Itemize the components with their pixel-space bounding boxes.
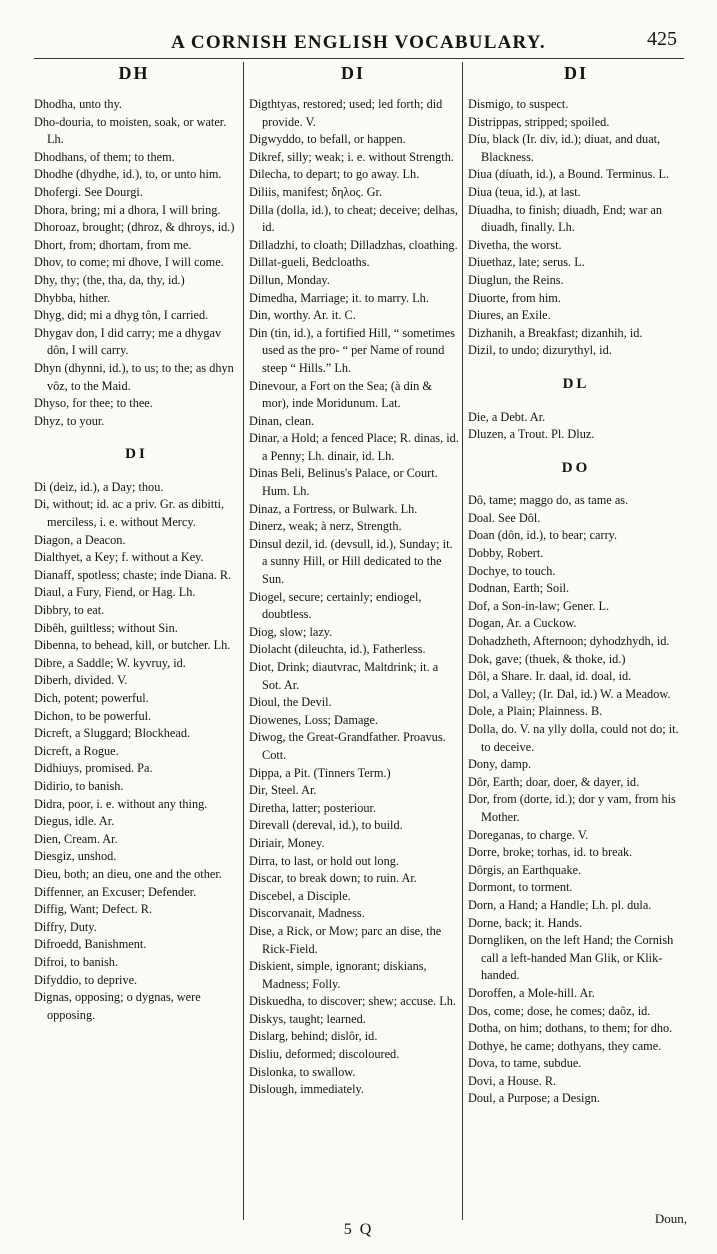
dictionary-entry: Dinan, clean. — [249, 413, 315, 428]
dictionary-entry: Diffig, Want; Defect. R. — [34, 902, 153, 917]
dictionary-entry: Dibre, a Saddle; W. kyvruy, id. — [34, 655, 186, 670]
dictionary-entry: Diot, Drink; diautvrac, Maltdrink; it. a Sot. Ar. — [249, 660, 439, 692]
section-heading-di: DI — [125, 446, 148, 463]
dictionary-entry: Dillat-gueli, Bedcloaths. — [249, 255, 370, 270]
dictionary-entry: Discar, to break down; to ruin. Ar. — [249, 871, 417, 886]
dictionary-entry: Dôr, Earth; doar, doer, & dayer, id. — [468, 774, 640, 789]
dictionary-entry: Distrippas, stripped; spoiled. — [468, 114, 610, 129]
dictionary-entry: Difroedd, Banishment. — [34, 937, 147, 952]
dictionary-entry: Diuorte, from him. — [468, 290, 561, 305]
dictionary-entry: Dos, come; dose, he comes; daôz, id. — [468, 1003, 651, 1018]
dictionary-entry: Dluzen, a Trout. Pl. Dluz. — [468, 427, 595, 442]
dictionary-entry: Dhodhans, of them; to them. — [34, 149, 175, 164]
catchword: Doun, — [654, 1211, 687, 1226]
dictionary-entry: Dôl, a Share. Ir. daal, id. doal, id. — [468, 669, 632, 684]
dictionary-entry: Diskys, taught; learned. — [249, 1011, 366, 1026]
entries-do — [468, 492, 684, 1108]
dictionary-entry: Diog, slow; lazy. — [249, 624, 333, 639]
page-footer — [0, 1211, 717, 1239]
dictionary-entry: Dilladzhi, to cloath; Dilladzhas, cloathing. — [249, 237, 458, 252]
dictionary-entry: Dismigo, to suspect. — [468, 97, 569, 111]
dictionary-entry: Diretha, latter; posteriour. — [249, 800, 377, 815]
dictionary-entry: Dizhanih, a Breakfast; dizanhih, id. — [468, 325, 643, 340]
dictionary-entry: Dinas Beli, Belinus's Palace, or Court. Hum. Lh. — [249, 466, 438, 499]
header-rule — [34, 58, 684, 59]
dictionary-entry: Doroffen, a Mole-hill. Ar. — [468, 985, 595, 1000]
dictionary-entry: Didra, poor, i. e. without any thing. — [34, 796, 208, 811]
dictionary-entry: Diaul, a Fury, Fiend, or Hag. Lh. — [34, 585, 196, 600]
dictionary-entry: Dobby, Robert. — [468, 546, 544, 561]
dictionary-entry: Dibbry, to eat. — [34, 603, 105, 618]
dictionary-entry: Dogan, Ar. a Cuckow. — [468, 616, 577, 631]
dictionary-entry: Die, a Debt. Ar. — [468, 409, 546, 424]
dictionary-entry: Dof, a Son-in-law; Gener. L. — [468, 598, 610, 613]
dictionary-entry: Diliis, manifest; δηλος. Gr. — [249, 184, 383, 199]
dictionary-entry: Dinevour, a Fort on the Sea; (à din & mor), inde Moridunum. Lat. — [249, 378, 432, 411]
dictionary-entry: Dinerz, weak; à nerz, Strength. — [249, 519, 402, 534]
column-head-2: DI — [340, 63, 365, 83]
dictionary-entry: Dhoroaz, brought; (dhroz, & dhroys, id.) — [34, 220, 235, 235]
entries-di-cont — [249, 96, 459, 1099]
dictionary-entry: Dhodhe (dhydhe, id.), to, or unto him. — [34, 167, 222, 182]
dictionary-entry: Doreganas, to charge. V. — [468, 827, 589, 842]
dictionary-entry: Dho-douria, to moisten, soak, or water. Lh. — [34, 114, 227, 147]
dictionary-entry: Diagon, a Deacon. — [34, 532, 126, 547]
column-head-3: DI — [563, 63, 588, 83]
dictionary-entry: Diffry, Duty. — [34, 919, 97, 934]
dictionary-entry: Dilla (dolla, id.), to cheat; deceive; delhas, id. — [249, 202, 458, 235]
dictionary-entry: Dibêh, guiltless; without Sin. — [34, 620, 178, 635]
dictionary-entry: Dillun, Monday. — [249, 272, 330, 287]
dictionary-entry: Dor, from (dorte, id.); dor y vam, from his Mother. — [468, 792, 676, 824]
dictionary-entry: Difyddio, to deprive. — [34, 972, 138, 987]
dictionary-entry: Dicreft, a Sluggard; Blockhead. — [34, 726, 191, 741]
dictionary-entry: Dôrgis, an Earthquake. — [468, 862, 582, 877]
dictionary-entry: Disliu, deformed; discoloured. — [249, 1047, 400, 1062]
dictionary-entry: Dinar, a Hold; a fenced Place; R. dinas, id. a Penny; Lh. dinair, id. Lh. — [249, 431, 459, 463]
dictionary-entry: Dirra, to last, or hold out long. — [249, 853, 399, 868]
dictionary-entry: Dien, Cream. Ar. — [34, 831, 118, 846]
dictionary-entry: Diua (díuath, id.), a Bound. Terminus. L. — [468, 167, 670, 182]
dictionary-entry: Dhybba, hither. — [34, 290, 111, 305]
dictionary-entry: Dizil, to undo; dizurythyl, id. — [468, 343, 612, 358]
dictionary-entry: Dinsul dezil, id. (devsull, id.), Sunday; it. a sunny Hill, or Hill dedicated to the Sun. — [249, 536, 453, 587]
dictionary-entry: Dir, Steel. Ar. — [249, 783, 317, 798]
dictionary-entry: Dimedha, Marriage; it. to marry. Lh. — [249, 290, 429, 305]
dictionary-entry: Dothye, he came; dothyans, they came. — [468, 1038, 662, 1053]
dictionary-entry: Di, without; id. ac a priv. Gr. as dibitti, merciless, i. e. without Mercy. — [34, 497, 225, 530]
entries-di-end — [468, 96, 684, 360]
column-divider-2 — [462, 62, 463, 1220]
dictionary-entry: Dorngliken, on the left Hand; the Cornish call a left-handed Man Glik, or Klik-handed. — [468, 933, 674, 983]
dictionary-entry: Dô, tame; maggo do, as tame as. — [468, 493, 629, 508]
dictionary-entry: Diwog, the Great-Grandfather. Proavus. Cott. — [249, 730, 446, 762]
dictionary-entry: Dhyg, did; mi a dhyg tôn, I carried. — [34, 308, 209, 323]
dictionary-entry: Dichon, to be powerful. — [34, 708, 152, 723]
dictionary-entry: Dovi, a House. R. — [468, 1073, 557, 1088]
dictionary-entry: Dodnan, Earth; Soil. — [468, 581, 570, 596]
dictionary-entry: Discorvanait, Madness. — [249, 906, 365, 921]
dictionary-entry: Diriair, Money. — [249, 835, 325, 850]
dictionary-entry: Dormont, to torment. — [468, 880, 573, 895]
entries-dl — [468, 409, 684, 444]
column-2 — [249, 96, 459, 1099]
dictionary-entry: Dova, to tame, subdue. — [468, 1056, 582, 1071]
dictionary-entry: Dorne, back; it. Hands. — [468, 915, 583, 930]
column-3 — [468, 96, 684, 1108]
dictionary-entry: Dianaff, spotless; chaste; inde Diana. R. — [34, 567, 232, 582]
signature-mark: 5 Q — [343, 1221, 374, 1238]
dictionary-entry: Diskuedha, to discover; shew; accuse. Lh. — [249, 994, 456, 1009]
dictionary-entry: Dorre, broke; torhas, id. to break. — [468, 845, 633, 860]
dictionary-entry: Díu, black (Ir. div, id.); diuat, and duat, Blackness. — [468, 132, 661, 164]
dictionary-entry: Digthtyas, restored; used; led forth; did provide. V. — [249, 97, 443, 129]
dictionary-entry: Didirio, to banish. — [34, 778, 124, 793]
dictionary-entry: Diffenner, an Excuser; Defender. — [34, 884, 197, 899]
dictionary-entry: Discebel, a Disciple. — [249, 888, 351, 903]
dictionary-entry: Diowenes, Loss; Damage. — [249, 712, 379, 727]
dictionary-entry: Dhy, thy; (the, tha, da, thy, id.) — [34, 272, 185, 287]
dictionary-entry: Dok, gave; (thuek, & thoke, id.) — [468, 651, 626, 666]
dictionary-entry: Dippa, a Pit. (Tinners Term.) — [249, 765, 391, 780]
dictionary-entry: Dorn, a Hand; a Handle; Lh. pl. dula. — [468, 897, 652, 912]
dictionary-entry: Diogel, secure; certainly; endiogel, doubtless. — [249, 589, 422, 622]
dictionary-entry: Diures, an Exile. — [468, 308, 551, 323]
dictionary-entry: Direvall (dereval, id.), to build. — [249, 818, 403, 833]
dictionary-entry: Diskient, simple, ignorant; diskians, Madness; Folly. — [249, 959, 427, 991]
dictionary-entry: Dhort, from; dhortam, from me. — [34, 237, 192, 252]
dictionary-entry: Dialthyet, a Key; f. without a Key. — [34, 550, 204, 565]
dictionary-entry: Dikref, silly; weak; i. e. without Strength. — [249, 149, 454, 164]
dictionary-entry: Díuadha, to finish; diuadh, End; war an diuadh, finally. Lh. — [468, 202, 662, 235]
dictionary-entry: Diegus, idle. Ar. — [34, 814, 115, 829]
dictionary-entry: Dhyz, to your. — [34, 413, 105, 428]
dictionary-entry: Dohadzheth, Afternoon; dyhodzhydh, id. — [468, 634, 670, 649]
dictionary-entry: Din (tin, id.), a fortified Hill, “ sometimes used as the pro- “ per Name of round steep “ Hills.” Lh. — [249, 325, 455, 375]
dictionary-entry: Diberh, divided. V. — [34, 673, 128, 688]
section-heading-dl: DL — [562, 375, 590, 392]
dictionary-entry: Doul, a Purpose; a Design. — [468, 1091, 600, 1106]
dictionary-entry: Dibenna, to behead, kill, or butcher. Lh. — [34, 638, 231, 653]
dictionary-entry: Dhov, to come; mi dhove, I will come. — [34, 255, 224, 270]
section-heading-do: DO — [561, 459, 591, 476]
dictionary-entry: Dislonka, to swallow. — [249, 1064, 356, 1079]
dictionary-entry: Dotha, on him; dothans, to them; for dho. — [468, 1021, 673, 1036]
page-header — [0, 28, 717, 54]
dictionary-entry: Diua (teua, id.), at last. — [468, 184, 581, 199]
dictionary-entry: Dol, a Valley; (Ir. Dal, id.) W. a Meadow. — [468, 686, 671, 701]
dictionary-entry: Dilecha, to depart; to go away. Lh. — [249, 167, 420, 182]
dictionary-entry: Digwyddo, to befall, or happen. — [249, 132, 406, 147]
dictionary-entry: Dhofergi. See Dourgi. — [34, 184, 143, 199]
dictionary-entry: Dhora, bring; mi a dhora, I will bring. — [34, 202, 221, 217]
dictionary-entry: Dony, damp. — [468, 757, 532, 772]
entries-dh — [34, 96, 239, 430]
column-head-1: DH — [118, 63, 150, 83]
dictionary-entry: Divetha, the worst. — [468, 237, 562, 252]
running-title: A CORNISH ENGLISH VOCABULARY. — [171, 32, 546, 53]
dictionary-entry: Dioul, the Devil. — [249, 695, 332, 710]
dictionary-entry: Dolla, do. V. na ylly dolla, could not do; it. to deceive. — [468, 722, 679, 754]
dictionary-entry: Dignas, opposing; o dygnas, were opposing. — [34, 990, 201, 1022]
dictionary-entry: Dich, potent; powerful. — [34, 691, 149, 705]
dictionary-entry: Dhodha, unto thy. — [34, 97, 123, 111]
dictionary-entry: Dislough, immediately. — [249, 1082, 364, 1097]
dictionary-entry: Doan (dôn, id.), to bear; carry. — [468, 528, 618, 543]
dictionary-entry: Diuethaz, late; serus. L. — [468, 255, 585, 270]
column-1 — [34, 96, 239, 1024]
dictionary-entry: Difroi, to banish. — [34, 954, 119, 969]
dictionary-entry: Dhyso, for thee; to thee. — [34, 396, 153, 411]
dictionary-entry: Din, worthy. Ar. it. C. — [249, 308, 356, 323]
dictionary-entry: Di (deiz, id.), a Day; thou. — [34, 479, 164, 494]
dictionary-entry: Diuglun, the Reins. — [468, 272, 564, 287]
dictionary-entry: Diesgiz, unshod. — [34, 849, 117, 864]
dictionary-entry: Diolacht (dileuchta, id.), Fatherless. — [249, 642, 426, 657]
dictionary-entry: Dhygav don, I did carry; me a dhygav dôn, I will carry. — [34, 325, 222, 358]
dictionary-entry: Dise, a Rick, or Mow; parc an dise, the Rick-Field. — [249, 923, 442, 956]
dictionary-entry: Dicreft, a Rogue. — [34, 743, 119, 758]
entries-di — [34, 479, 239, 1024]
dictionary-entry: Dinaz, a Fortress, or Bulwark. Lh. — [249, 501, 418, 516]
page-number: 425 — [647, 28, 677, 50]
column-divider-1 — [243, 62, 244, 1220]
dictionary-entry: Dislarg, behind; dislôr, id. — [249, 1029, 378, 1044]
dictionary-entry: Doal. See Dôl. — [468, 510, 541, 525]
dictionary-entry: Dole, a Plain; Plainness. B. — [468, 704, 603, 719]
dictionary-entry: Dhyn (dhynni, id.), to us; to the; as dhyn vôz, to the Maid. — [34, 360, 234, 393]
dictionary-entry: Dieu, both; an dieu, one and the other. — [34, 866, 222, 881]
dictionary-entry: Dochye, to touch. — [468, 563, 556, 578]
dictionary-entry: Didhiuys, promised. Pa. — [34, 761, 153, 776]
